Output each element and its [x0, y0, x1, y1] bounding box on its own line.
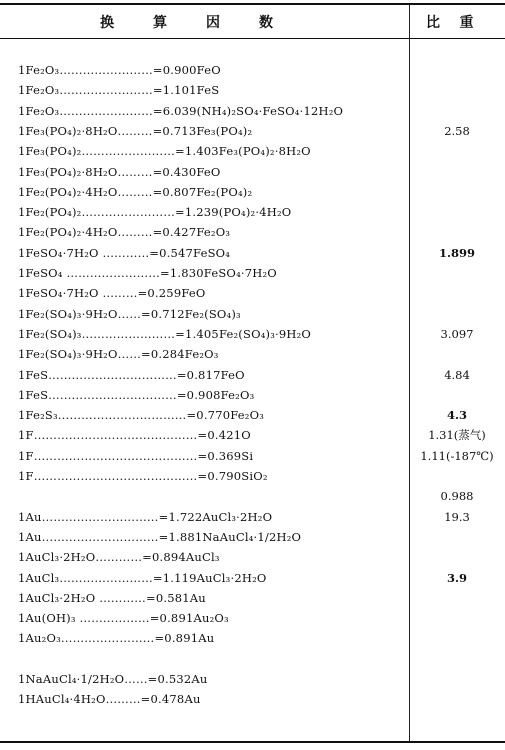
conversion-formula: 1AuCl₃……………………=1.119AuCl₃·2H₂O — [18, 570, 267, 585]
conversion-formula: 1F……………………………………=0.369Si — [18, 448, 254, 463]
conversion-formula: 1Fe₃(PO₄)₂·8H₂O………=0.713Fe₃(PO₄)₂ — [18, 123, 253, 138]
specific-gravity-value: 1.31(蒸气) — [428, 428, 486, 443]
conversion-formula: 1Au₂O₃……………………=0.891Au — [18, 631, 215, 646]
table-row — [0, 446, 505, 466]
table-row — [0, 365, 505, 385]
table-row — [0, 263, 505, 283]
conversion-formula: 1NaAuCl₄·1/2H₂O……=0.532Au — [18, 672, 208, 686]
specific-gravity-value: 3.9 — [446, 570, 467, 585]
table-row — [0, 304, 505, 324]
conversion-formula: 1FeS……………………………=0.817FeO — [18, 367, 245, 382]
specific-gravity-value: 0.988 — [440, 489, 474, 504]
conversion-formula: 1F……………………………………=0.790SiO₂ — [18, 469, 268, 483]
conversion-formula: 1AuCl₃·2H₂O…………=0.894AuCl₃ — [18, 550, 220, 565]
table-row — [0, 202, 505, 222]
table-row — [0, 222, 505, 242]
header-specific-gravity: 比 重 — [426, 15, 474, 31]
header-conversion-factor: 换 算 因 数 — [100, 15, 273, 31]
table-row — [0, 649, 505, 669]
specific-gravity-value: 19.3 — [444, 509, 470, 524]
specific-gravity-value: 4.84 — [444, 367, 470, 382]
table-row — [0, 486, 505, 506]
conversion-formula: 1Fe₂(PO₄)₂·4H₂O………=0.427Fe₂O₃ — [18, 225, 231, 240]
conversion-formula: 1Fe₂O₃……………………=6.039(NH₄)₂SO₄·FeSO₄·12H₂O — [18, 103, 344, 118]
conversion-formula: 1Fe₂(PO₄)₂·4H₂O………=0.807Fe₂(PO₄)₂ — [18, 184, 253, 199]
conversion-formula: 1Au(OH)₃ ………………=0.891Au₂O₃ — [18, 611, 229, 626]
table-row — [0, 588, 505, 608]
conversion-formula: 1Fe₂O₃……………………=0.900FeO — [18, 63, 221, 77]
table-row — [0, 141, 505, 161]
table-row — [0, 608, 505, 628]
specific-gravity-value: 2.58 — [444, 123, 470, 138]
specific-gravity-value: 1.11(-187℃) — [420, 448, 494, 463]
conversion-formula: 1F……………………………………=0.421O — [18, 428, 251, 443]
conversion-formula: 1FeSO₄·7H₂O ………=0.259FeO — [18, 286, 206, 301]
table-row — [0, 689, 505, 709]
conversion-formula: 1AuCl₃·2H₂O …………=0.581Au — [18, 590, 206, 605]
table-top-rule — [0, 3, 505, 5]
specific-gravity-value: 3.097 — [440, 326, 474, 341]
conversion-formula: 1Au…………………………=1.722AuCl₃·2H₂O — [18, 509, 273, 524]
table-row — [0, 344, 505, 364]
table-row — [0, 324, 505, 344]
table-row — [0, 121, 505, 141]
table-row — [0, 405, 505, 425]
table-row — [0, 507, 505, 527]
table-row — [0, 80, 505, 100]
conversion-formula: 1Fe₃(PO₄)₂·8H₂O………=0.430FeO — [18, 164, 221, 179]
table-row — [0, 568, 505, 588]
conversion-formula: 1Fe₂(SO₄)₃·9H₂O……=0.284Fe₂O₃ — [18, 347, 219, 362]
header-rule — [0, 38, 505, 39]
table-row — [0, 162, 505, 182]
conversion-formula: 1Fe₂O₃……………………=1.101FeS — [18, 83, 220, 98]
table-row — [0, 385, 505, 405]
table-row — [0, 425, 505, 445]
conversion-formula: 1HAuCl₄·4H₂O………=0.478Au — [18, 692, 201, 707]
table-row — [0, 466, 505, 486]
table-row — [0, 547, 505, 567]
table-bottom-rule — [0, 741, 505, 743]
conversion-formula: 1Fe₂(SO₄)₃·9H₂O……=0.712Fe₂(SO₄)₃ — [18, 306, 241, 321]
conversion-formula: 1Fe₂(PO₄)₂……………………=1.239(PO₄)₂·4H₂O — [18, 205, 292, 220]
table-row — [0, 60, 505, 80]
conversion-formula: 1Fe₂S₃……………………………=0.770Fe₂O₃ — [18, 408, 265, 423]
table-row — [0, 527, 505, 547]
conversion-formula: 1Fe₃(PO₄)₂……………………=1.403Fe₃(PO₄)₂·8H₂O — [18, 144, 311, 159]
table-row — [0, 101, 505, 121]
table-row — [0, 669, 505, 689]
conversion-formula: 1FeS……………………………=0.908Fe₂O₃ — [18, 387, 255, 402]
specific-gravity-value: 1.899 — [438, 245, 475, 260]
conversion-formula: 1FeSO₄ ……………………=1.830FeSO₄·7H₂O — [18, 266, 277, 280]
conversion-formula: 1Au…………………………=1.881NaAuCl₄·1/2H₂O — [18, 529, 302, 544]
conversion-formula: 1FeSO₄·7H₂O …………=0.547FeSO₄ — [18, 245, 231, 260]
table-row — [0, 628, 505, 648]
conversion-formula: 1Fe₂(SO₄)₃……………………=1.405Fe₂(SO₄)₃·9H₂O — [18, 326, 312, 341]
specific-gravity-value: 4.3 — [446, 408, 467, 423]
table-row — [0, 243, 505, 263]
table-row — [0, 182, 505, 202]
table-row — [0, 283, 505, 303]
